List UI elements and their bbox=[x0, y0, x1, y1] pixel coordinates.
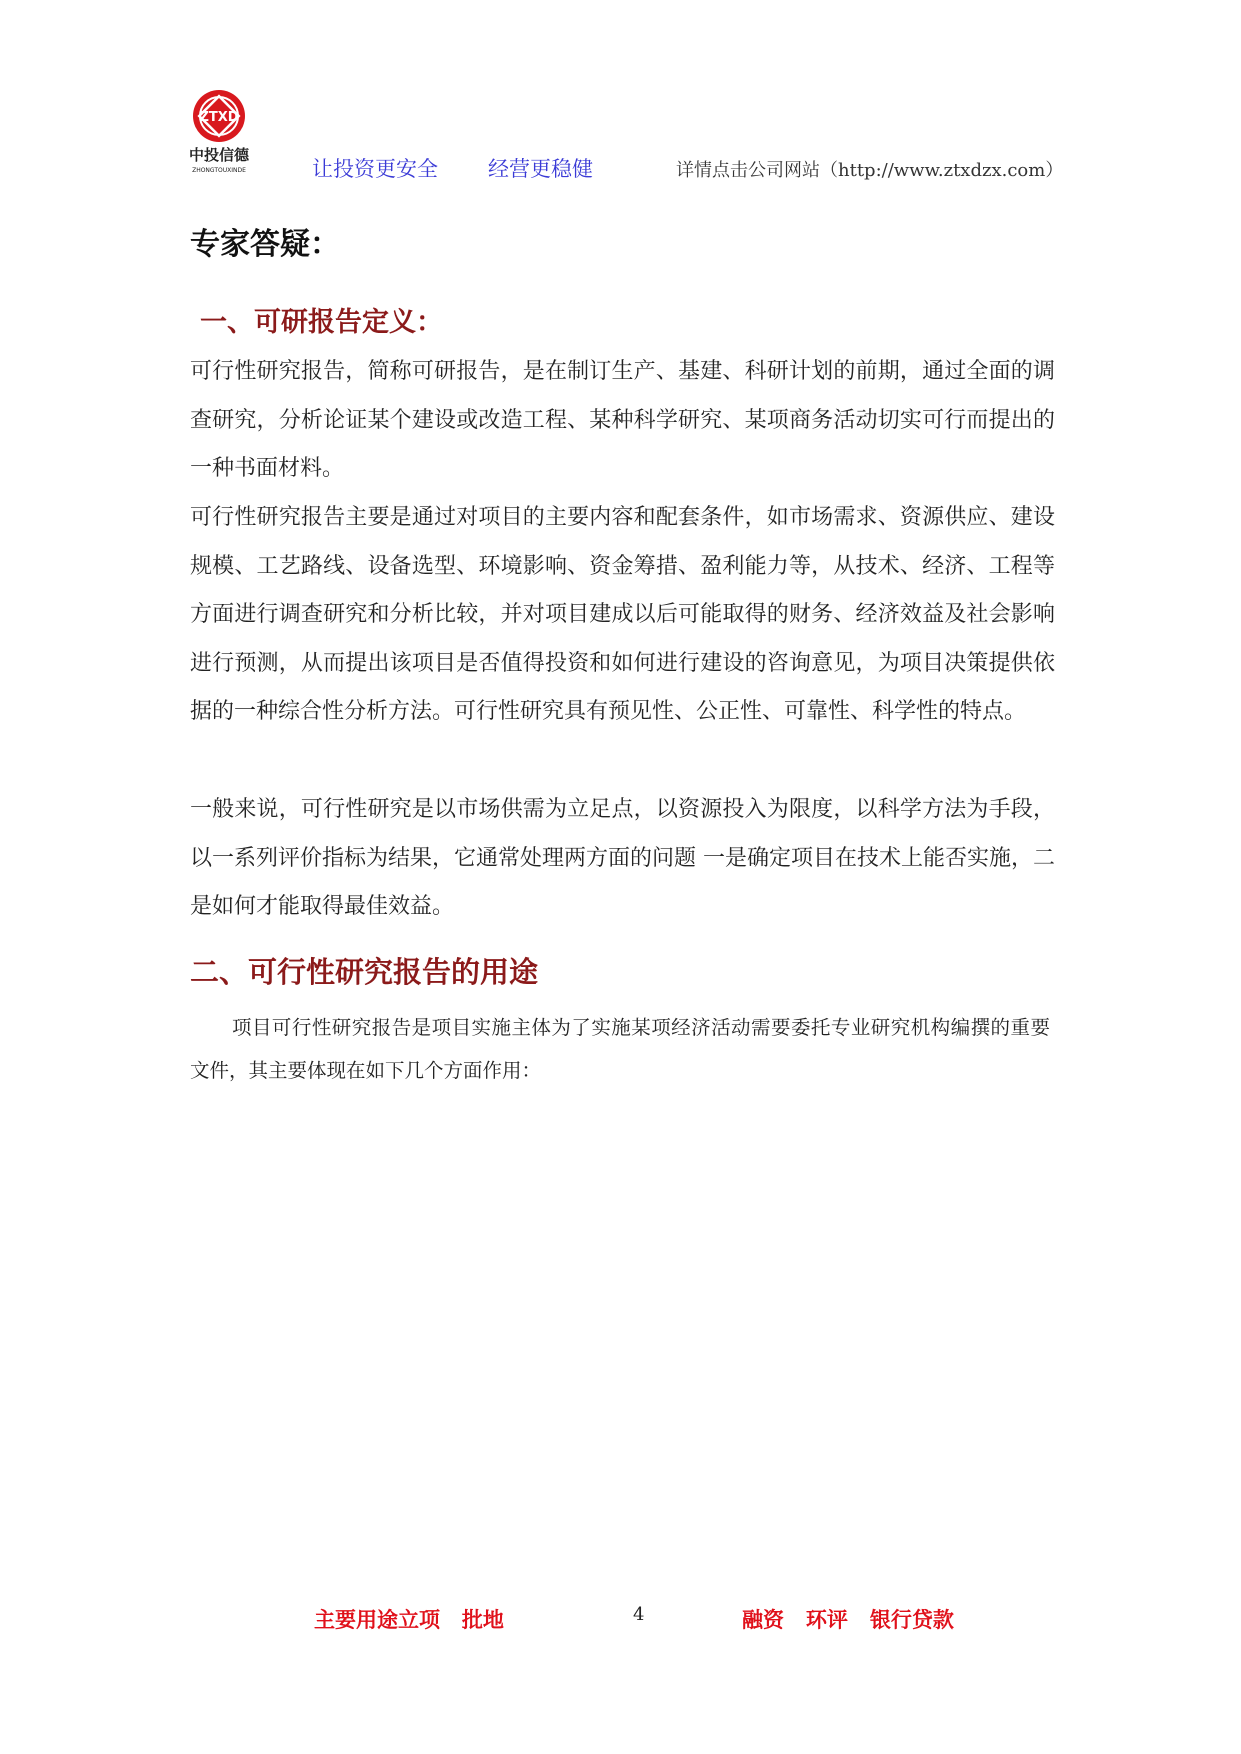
section2-heading: 二、可行性研究报告的用途 bbox=[190, 955, 539, 989]
section2-paragraph: 项目可行性研究报告是项目实施主体为了实施某项经济活动需要委托专业研究机构编撰的重要文件，其主要体现在如下几个方面作用： bbox=[190, 1016, 1050, 1082]
page-number: 4 bbox=[633, 1604, 645, 1625]
section1-paragraph-1: 可行性研究报告，简称可研报告，是在制订生产、基建、科研计划的前期，通过全面的调查研究，分析论证某个建设或改造工程、某种科学研究、某项商务活动切实可行而提出的一种书面材料。 bbox=[190, 359, 1055, 481]
section1-paragraph-3: 一般来说，可行性研究是以市场供需为立足点，以资源投入为限度，以科学方法为手段，以一系列评价指标为结果，它通常处理两方面的问题 一是确定项目在技术上能否实施，二是如何才能取得最佳效益。 bbox=[190, 797, 1055, 919]
section1-heading: 一、可研报告定义： bbox=[200, 307, 443, 338]
logo-english-name: ZHONGTOUXINDE bbox=[192, 167, 246, 174]
website-link[interactable]: 详情点击公司网站（http://www.ztxdzx.com） bbox=[676, 160, 1064, 181]
company-logo bbox=[183, 86, 255, 176]
ztxd-seal-logo-icon bbox=[183, 86, 255, 176]
footer-left-text: 主要用途立项 批地 bbox=[314, 1608, 504, 1632]
logo-seal-text: ZTXD bbox=[199, 110, 239, 125]
slogan-invest-safe: 让投资更安全 bbox=[312, 157, 438, 181]
expert-qa-heading: 专家答疑： bbox=[190, 227, 340, 262]
slogan-business-stable: 经营更稳健 bbox=[488, 157, 593, 181]
logo-chinese-name: 中投信德 bbox=[188, 146, 250, 164]
footer-right-text: 融资 环评 银行贷款 bbox=[742, 1608, 954, 1632]
section1-paragraph-2: 可行性研究报告主要是通过对项目的主要内容和配套条件，如市场需求、资源供应、建设规模、工艺路线、设备选型、环境影响、资金筹措、盈利能力等，从技术、经济、工程等方面进行调查研究和分析比较，并对项目建成以后可能取得的财务、经济效益及社会影响进行预测，从而提出该项目是否值得投资和如何进行建设的咨询意见，为项目决策提供依据的一种综合性分析方法。可行性研究具有预见性、公正性、可靠性、科学性的特点。 bbox=[190, 505, 1055, 724]
